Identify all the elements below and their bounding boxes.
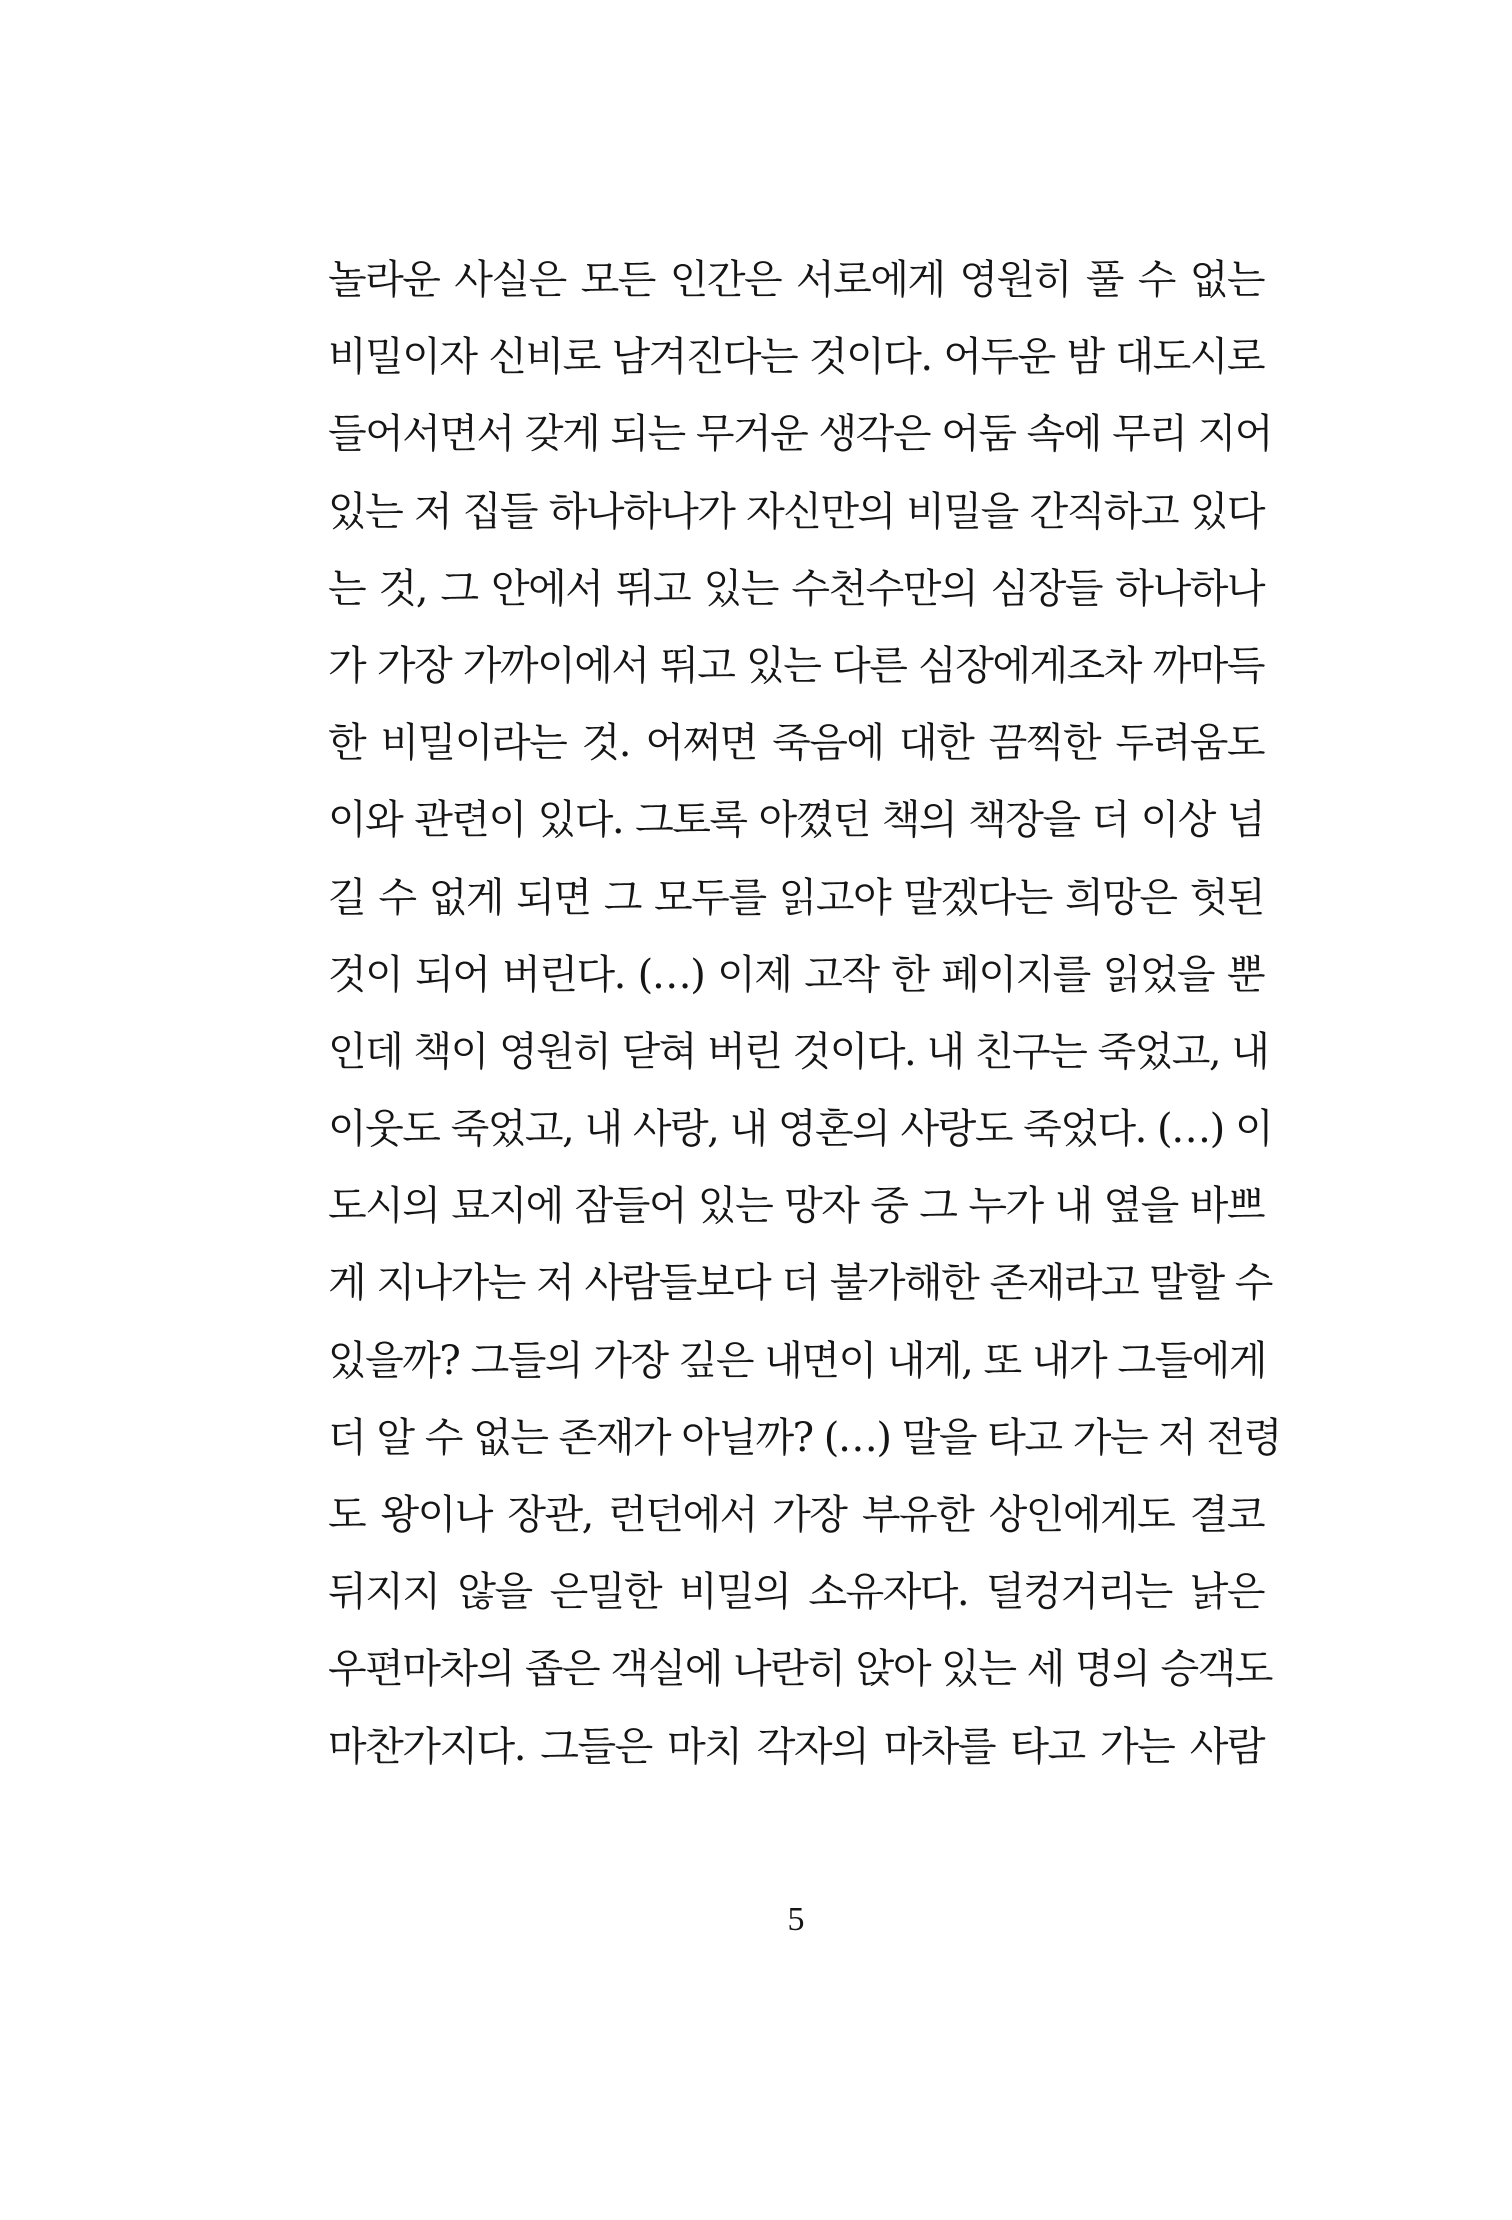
text-line: 것이 되어 버린다. (…) 이제 고작 한 페이지를 읽었을 뿐 xyxy=(328,951,1264,998)
text-line: 도 왕이나 장관, 런던에서 가장 부유한 상인에게도 결코 xyxy=(328,1492,1264,1538)
body-text xyxy=(328,250,1281,1794)
text-line: 더 알 수 없는 존재가 아닐까? (…) 말을 타고 가는 저 전령 xyxy=(328,1414,1281,1461)
text-line: 뒤지지 않을 은밀한 비밀의 소유자다. 덜컹거리는 낡은 xyxy=(328,1569,1264,1616)
text-line: 이웃도 죽었고, 내 사랑, 내 영혼의 사랑도 죽었다. (…) 이 xyxy=(328,1106,1273,1153)
text-line: 이와 관련이 있다. 그토록 아꼈던 책의 책장을 더 이상 넘 xyxy=(328,797,1264,844)
text-line: 마찬가지다. 그들은 마치 각자의 마차를 타고 가는 사람 xyxy=(328,1723,1264,1770)
text-line: 가 가장 가까이에서 뛰고 있는 다른 심장에게조차 까마득 xyxy=(328,642,1264,689)
text-line: 인데 책이 영원히 닫혀 버린 것이다. 내 친구는 죽었고, 내 xyxy=(328,1028,1269,1075)
text-line: 우편마차의 좁은 객실에 나란히 앉아 있는 세 명의 승객도 xyxy=(328,1646,1272,1693)
text-line: 길 수 없게 되면 그 모두를 읽고야 말겠다는 희망은 헛된 xyxy=(328,874,1264,921)
text-line: 있는 저 집들 하나하나가 자신만의 비밀을 간직하고 있다 xyxy=(328,488,1264,535)
text-line: 게 지나가는 저 사람들보다 더 불가해한 존재라고 말할 수 xyxy=(328,1260,1272,1307)
text-line: 있을까? 그들의 가장 깊은 내면이 내게, 또 내가 그들에게 xyxy=(328,1337,1266,1384)
text-line: 놀라운 사실은 모든 인간은 서로에게 영원히 풀 수 없는 xyxy=(328,257,1264,303)
text-line: 한 비밀이라는 것. 어쩌면 죽음에 대한 끔찍한 두려움도 xyxy=(328,720,1264,767)
text-line: 는 것, 그 안에서 뛰고 있는 수천수만의 심장들 하나하나 xyxy=(328,565,1264,612)
text-line: 비밀이자 신비로 남겨진다는 것이다. 어두운 밤 대도시로 xyxy=(328,334,1264,381)
page-number: 5 xyxy=(787,1901,805,1938)
text-line: 도시의 묘지에 잠들어 있는 망자 중 그 누가 내 옆을 바쁘 xyxy=(328,1183,1264,1230)
text-line: 들어서면서 갖게 되는 무거운 생각은 어둠 속에 무리 지어 xyxy=(328,411,1272,458)
